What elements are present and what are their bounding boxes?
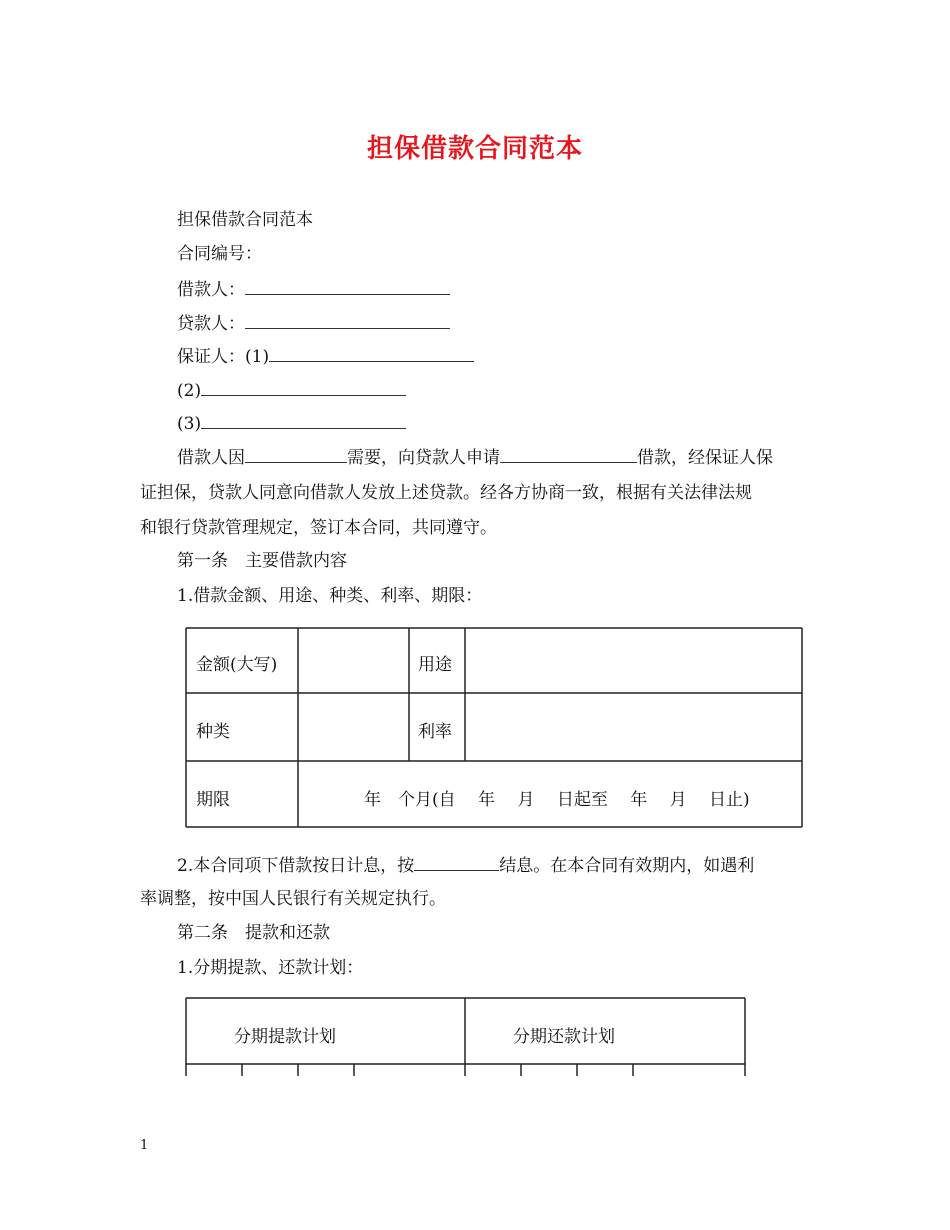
term-value: 年 个月(自 年 月 日起至 年 月 日止) [364, 790, 750, 810]
amount-label: 金额(大写) [196, 655, 278, 675]
lender-label: 贷款人： [177, 314, 245, 334]
guarantor-2-label: (2) [177, 381, 202, 401]
settlement-blank [414, 852, 499, 871]
item-2-text-a: 2.本合同项下借款按日计息，按 [177, 856, 415, 876]
item-2-text-b: 结息。在本合同有效期内，如遇利 [499, 856, 755, 876]
subtitle: 担保借款合同范本 [177, 210, 313, 230]
guarantor-label: 保证人：(1) [177, 347, 270, 367]
item-2-line2: 率调整，按中国人民银行有关规定执行。 [140, 889, 446, 909]
type-label: 种类 [196, 722, 230, 742]
item-1-text: 1.借款金额、用途、种类、利率、期限： [177, 586, 483, 606]
rate-label: 利率 [418, 722, 452, 742]
item-3-text: 1.分期提款、还款计划： [177, 958, 364, 978]
document-title: 担保借款合同范本 [366, 134, 583, 164]
intro-paragraph-line3: 和银行贷款管理规定，签订本合同，共同遵守。 [140, 518, 497, 538]
term-label: 期限 [196, 790, 230, 810]
guarantor-3-label: (3) [177, 414, 202, 434]
page-number: 1 [140, 1138, 149, 1153]
draw-plan-header: 分期提款计划 [234, 1027, 336, 1047]
intro-text-a: 借款人因 [177, 448, 245, 468]
purpose-label: 用途 [418, 655, 452, 675]
item-2-line1 [177, 852, 754, 878]
repay-plan-header: 分期还款计划 [513, 1027, 615, 1047]
article-1-heading: 第一条 主要借款内容 [177, 551, 347, 571]
intro-text-c: 借款，经保证人保 [637, 448, 773, 468]
article-2-heading: 第二条 提款和还款 [177, 923, 330, 943]
intro-paragraph-line2: 证担保，贷款人同意向借款人发放上述贷款。经各方协商一致，根据有关法律法规 [140, 483, 752, 503]
borrower-label: 借款人： [177, 280, 245, 300]
intro-text-b: 需要，向贷款人申请 [347, 448, 500, 468]
contract-number-label: 合同编号： [177, 244, 262, 264]
